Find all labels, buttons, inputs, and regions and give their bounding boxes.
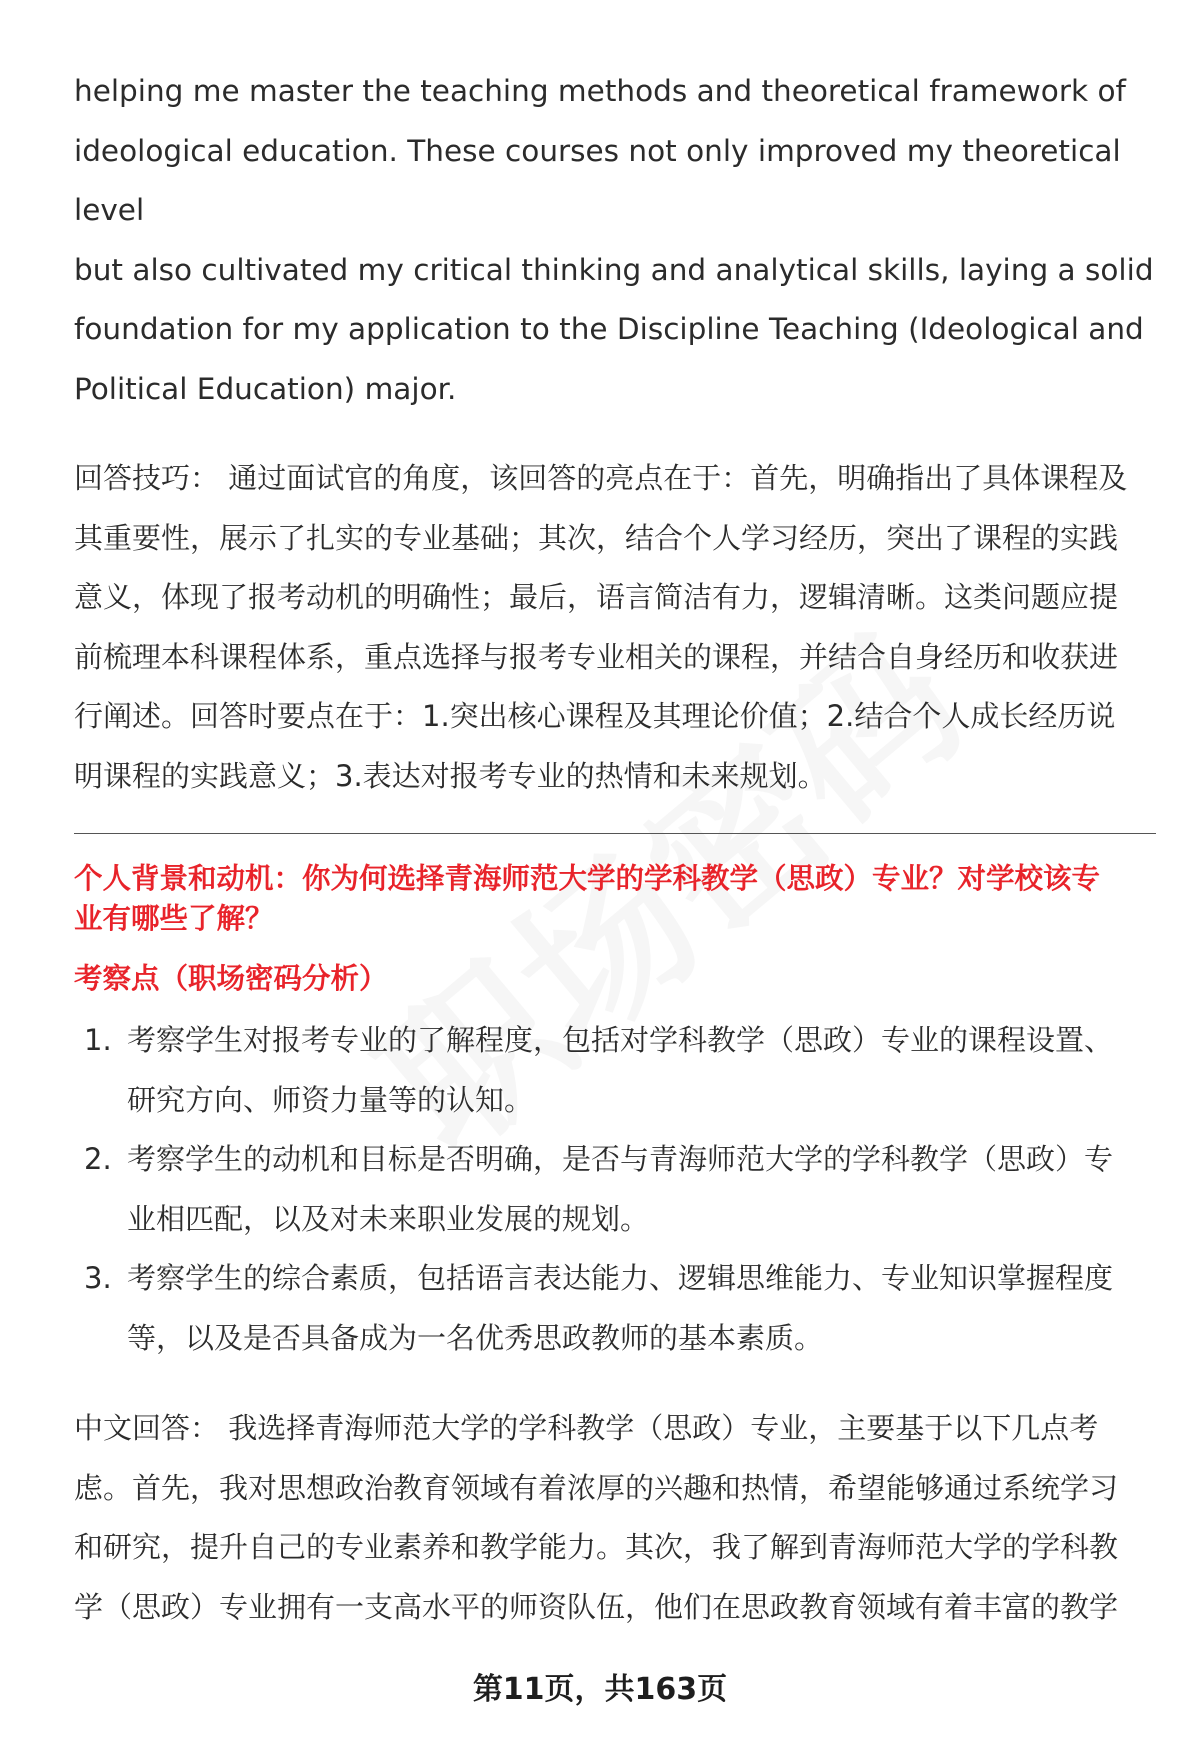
point-number: 3. bbox=[84, 1261, 112, 1295]
answer-line: 中文回答： 我选择青海师范大学的学科教学（思政）专业，主要基于以下几点考 bbox=[74, 1411, 1099, 1445]
intro-line: but also cultivated my critical thinking and analytical skills, laying a solid bbox=[74, 252, 1154, 287]
assessment-title: 考察点（职场密码分析） bbox=[74, 962, 388, 995]
point-line: 考察学生对报考专业的了解程度，包括对学科教学（思政）专业的课程设置、 bbox=[127, 1023, 1114, 1057]
point-number: 1. bbox=[84, 1023, 112, 1057]
intro-paragraph bbox=[74, 62, 1156, 419]
point-line: 考察学生的动机和目标是否明确，是否与青海师范大学的学科教学（思政）专 bbox=[127, 1142, 1114, 1176]
point-number: 2. bbox=[84, 1142, 112, 1176]
tips-line: 前梳理本科课程体系，重点选择与报考专业相关的课程，并结合自身经历和收获进 bbox=[74, 639, 1119, 674]
point-line: 等，以及是否具备成为一名优秀思政教师的基本素质。 bbox=[127, 1320, 824, 1355]
answer-line: 虑。首先，我对思想政治教育领域有着浓厚的兴趣和热情，希望能够通过系统学习 bbox=[74, 1470, 1119, 1505]
intro-line: foundation for my application to the Discipline Teaching (Ideological and bbox=[74, 312, 1144, 346]
section-divider bbox=[74, 833, 1156, 834]
tips-paragraph bbox=[74, 449, 1156, 806]
tips-line: 行阐述。回答时要点在于：1.突出核心课程及其理论价值；2.结合个人成长经历说 bbox=[74, 699, 1116, 733]
assessment-point bbox=[74, 1011, 1156, 1130]
answer-line: 和研究，提升自己的专业素养和教学能力。其次，我了解到青海师范大学的学科教 bbox=[74, 1530, 1119, 1564]
point-line: 考察学生的综合素质，包括语言表达能力、逻辑思维能力、专业知识掌握程度 bbox=[127, 1261, 1114, 1295]
question-section bbox=[74, 859, 1156, 1368]
tips-line: 其重要性，展示了扎实的专业基础；其次，结合个人学习经历，突出了课程的实践 bbox=[74, 520, 1119, 555]
assessment-point bbox=[74, 1130, 1156, 1249]
tips-line: 回答技巧： 通过面试官的角度，该回答的亮点在于：首先，明确指出了具体课程及 bbox=[74, 461, 1128, 495]
intro-line: helping me master the teaching methods and theoretical framework of bbox=[74, 74, 1126, 108]
assessment-point bbox=[74, 1249, 1156, 1368]
tips-line: 明课程的实践意义；3.表达对报考专业的热情和未来规划。 bbox=[74, 758, 827, 793]
tips-line: 意义，体现了报考动机的明确性；最后，语言简洁有力，逻辑清晰。这类问题应提 bbox=[74, 580, 1119, 614]
answer-line: 学（思政）专业拥有一支高水平的师资队伍，他们在思政教育领域有着丰富的教学 bbox=[74, 1589, 1119, 1624]
page-number: 第11页，共163页 bbox=[472, 1672, 728, 1707]
document-page bbox=[74, 62, 1156, 1637]
intro-line: ideological education. These courses not only improved my theoretical level bbox=[74, 133, 1121, 227]
point-line: 研究方向、师资力量等的认知。 bbox=[127, 1082, 534, 1117]
question-title: 个人背景和动机：你为何选择青海师范大学的学科教学（思政）专业？对学校该专 bbox=[74, 862, 1101, 895]
chinese-answer bbox=[74, 1399, 1156, 1637]
spacer bbox=[74, 1368, 1156, 1399]
point-line: 业相匹配，以及对未来职业发展的规划。 bbox=[127, 1201, 650, 1236]
question-title: 业有哪些了解？ bbox=[74, 902, 274, 935]
assessment-points bbox=[74, 1011, 1156, 1368]
spacer bbox=[74, 419, 1156, 449]
intro-line: Political Education) major. bbox=[74, 371, 457, 406]
